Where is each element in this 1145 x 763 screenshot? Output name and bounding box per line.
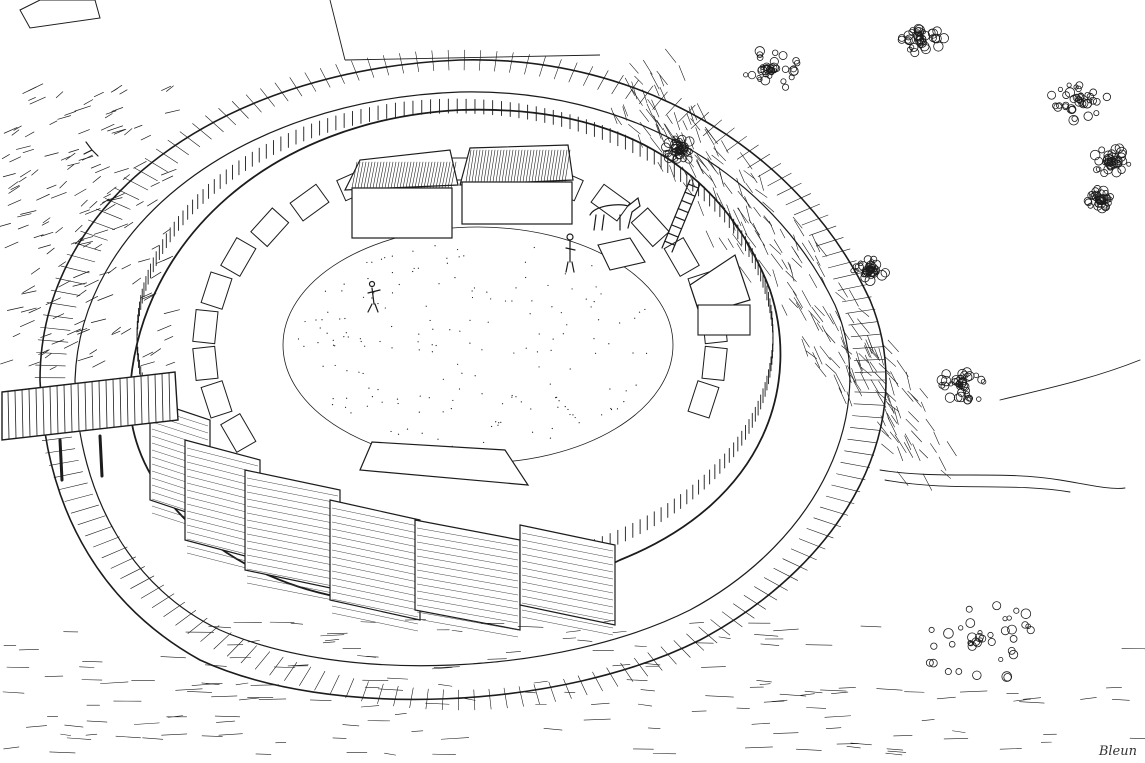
stipple-dot bbox=[391, 326, 392, 327]
stipple-dot bbox=[538, 366, 539, 367]
stipple-dot bbox=[502, 403, 503, 404]
stipple-dot bbox=[481, 349, 482, 350]
stipple-dot bbox=[610, 408, 611, 409]
stipple-dot bbox=[572, 414, 573, 415]
stipple-dot bbox=[443, 379, 444, 380]
stipple-dot bbox=[436, 345, 437, 346]
stipple-dot bbox=[505, 300, 506, 301]
stipple-dot bbox=[366, 262, 367, 263]
stipple-dot bbox=[498, 422, 499, 423]
stipple-dot bbox=[399, 284, 400, 285]
stipple-dot bbox=[596, 286, 597, 287]
stipple-dot bbox=[407, 429, 408, 430]
stipple-dot bbox=[451, 408, 452, 409]
stipple-dot bbox=[371, 262, 372, 263]
stipple-dot bbox=[414, 268, 415, 269]
stipple-dot bbox=[598, 319, 599, 320]
stipple-dot bbox=[550, 438, 551, 439]
stipple-dot bbox=[322, 366, 323, 367]
stipple-dot bbox=[372, 396, 373, 397]
rampart-panel bbox=[330, 500, 420, 620]
stipple-dot bbox=[475, 375, 476, 376]
stipple-dot bbox=[333, 398, 334, 399]
stipple-dot bbox=[397, 399, 398, 400]
stipple-dot bbox=[363, 297, 364, 298]
stipple-dot bbox=[483, 442, 484, 443]
stipple-dot bbox=[345, 407, 346, 408]
stipple-dot bbox=[422, 433, 423, 434]
stipple-dot bbox=[382, 402, 383, 403]
stipple-dot bbox=[623, 401, 624, 402]
rampart-panel bbox=[245, 470, 340, 590]
stipple-dot bbox=[463, 255, 464, 256]
stipple-dot bbox=[361, 341, 362, 342]
stipple-dot bbox=[461, 373, 462, 374]
stipple-dot bbox=[537, 351, 538, 352]
stipple-dot bbox=[609, 388, 610, 389]
stipple-dot bbox=[532, 432, 533, 433]
stipple-dot bbox=[346, 332, 347, 333]
stipple-dot bbox=[525, 277, 526, 278]
stipple-dot bbox=[570, 368, 571, 369]
stipple-dot bbox=[591, 306, 592, 307]
stipple-dot bbox=[332, 404, 333, 405]
stipple-dot bbox=[575, 417, 576, 418]
stipple-dot bbox=[419, 412, 420, 413]
stipple-dot bbox=[430, 320, 431, 321]
stipple-dot bbox=[457, 249, 458, 250]
stipple-dot bbox=[558, 400, 559, 401]
stipple-dot bbox=[321, 319, 322, 320]
stipple-dot bbox=[325, 291, 326, 292]
stipple-dot bbox=[398, 434, 399, 435]
stipple-dot bbox=[346, 370, 347, 371]
stipple-dot bbox=[481, 393, 482, 394]
stipple-dot bbox=[531, 300, 532, 301]
stipple-dot bbox=[646, 353, 647, 354]
stipple-dot bbox=[563, 333, 564, 334]
stipple-dot bbox=[418, 333, 419, 334]
stipple-dot bbox=[392, 256, 393, 257]
stipple-dot bbox=[571, 288, 572, 289]
stipple-dot bbox=[457, 364, 458, 365]
stipple-dot bbox=[412, 271, 413, 272]
stipple-dot bbox=[552, 428, 553, 429]
stipple-dot bbox=[334, 345, 335, 346]
stipple-dot bbox=[550, 350, 551, 351]
stipple-dot bbox=[472, 297, 473, 298]
stipple-dot bbox=[521, 401, 522, 402]
stipple-dot bbox=[398, 403, 399, 404]
stipple-dot bbox=[547, 285, 548, 286]
stipple-dot bbox=[469, 343, 470, 344]
stipple-dot bbox=[611, 409, 612, 410]
stipple-dot bbox=[490, 298, 491, 299]
stipple-dot bbox=[561, 312, 562, 313]
stipple-dot bbox=[551, 306, 552, 307]
stipple-dot bbox=[495, 421, 496, 422]
stipple-dot bbox=[619, 322, 620, 323]
stipple-dot bbox=[381, 259, 382, 260]
stipple-dot bbox=[367, 278, 368, 279]
stipple-dot bbox=[644, 309, 645, 310]
stipple-dot bbox=[304, 321, 305, 322]
stipple-dot bbox=[371, 297, 372, 298]
stipple-dot bbox=[390, 431, 391, 432]
stipple-dot bbox=[377, 389, 378, 390]
stipple-dot bbox=[333, 340, 334, 341]
stipple-dot bbox=[513, 352, 514, 353]
stipple-dot bbox=[303, 346, 304, 347]
stipple-dot bbox=[360, 338, 361, 339]
stipple-dot bbox=[391, 347, 392, 348]
stipple-dot bbox=[515, 396, 516, 397]
stipple-dot bbox=[601, 414, 602, 415]
stipple-dot bbox=[534, 247, 535, 248]
stipple-dot bbox=[447, 263, 448, 264]
stipple-dot bbox=[343, 336, 344, 337]
stipple-dot bbox=[333, 345, 334, 346]
stipple-dot bbox=[634, 318, 635, 319]
stipple-dot bbox=[315, 319, 316, 320]
stipple-dot bbox=[550, 383, 551, 384]
ring-house bbox=[193, 346, 218, 380]
stipple-dot bbox=[595, 353, 596, 354]
stipple-dot bbox=[341, 290, 342, 291]
stipple-dot bbox=[327, 312, 328, 313]
stipple-dot bbox=[557, 407, 558, 408]
stipple-dot bbox=[335, 365, 336, 366]
stipple-dot bbox=[368, 388, 369, 389]
stipple-dot bbox=[539, 333, 540, 334]
stipple-dot bbox=[511, 397, 512, 398]
stipple-dot bbox=[486, 292, 487, 293]
stipple-dot bbox=[556, 397, 557, 398]
stipple-dot bbox=[459, 256, 460, 257]
stipple-dot bbox=[526, 348, 527, 349]
stipple-dot bbox=[569, 414, 570, 415]
stipple-dot bbox=[443, 411, 444, 412]
stipple-dot bbox=[454, 277, 455, 278]
stipple-dot bbox=[432, 344, 433, 345]
stipple-dot bbox=[320, 327, 321, 328]
stipple-dot bbox=[358, 372, 359, 373]
stipple-dot bbox=[432, 351, 433, 352]
stipple-dot bbox=[579, 422, 580, 423]
stipple-dot bbox=[586, 298, 587, 299]
stipple-dot bbox=[344, 284, 345, 285]
stipple-dot bbox=[565, 406, 566, 407]
stipple-dot bbox=[600, 293, 601, 294]
stipple-dot bbox=[459, 331, 460, 332]
stipple-dot bbox=[515, 287, 516, 288]
ring-house bbox=[193, 310, 218, 344]
stipple-dot bbox=[497, 425, 498, 426]
stipple-dot bbox=[639, 312, 640, 313]
stipple-dot bbox=[617, 408, 618, 409]
stipple-dot bbox=[437, 439, 438, 440]
stipple-dot bbox=[567, 409, 568, 410]
stipple-dot bbox=[608, 343, 609, 344]
stipple-dot bbox=[449, 329, 450, 330]
stipple-dot bbox=[591, 265, 592, 266]
stipple-dot bbox=[432, 329, 433, 330]
stipple-dot bbox=[417, 341, 418, 342]
stipple-dot bbox=[488, 322, 489, 323]
stipple-dot bbox=[317, 342, 318, 343]
stipple-dot bbox=[565, 273, 566, 274]
stipple-dot bbox=[392, 272, 393, 273]
stipple-dot bbox=[420, 395, 421, 396]
artist-signature: Bleun bbox=[1098, 744, 1137, 759]
stipple-dot bbox=[348, 336, 349, 337]
stipple-dot bbox=[412, 251, 413, 252]
stipple-dot bbox=[373, 292, 374, 293]
stipple-dot bbox=[636, 385, 637, 386]
ring-house bbox=[702, 346, 727, 380]
stipple-dot bbox=[626, 390, 627, 391]
stipple-dot bbox=[367, 406, 368, 407]
stipple-dot bbox=[344, 318, 345, 319]
stipple-dot bbox=[530, 408, 531, 409]
stipple-dot bbox=[364, 346, 365, 347]
stipple-dot bbox=[474, 287, 475, 288]
stipple-dot bbox=[525, 262, 526, 263]
stipple-dot bbox=[438, 283, 439, 284]
stipple-dot bbox=[566, 324, 567, 325]
stipple-dot bbox=[491, 426, 492, 427]
stipple-dot bbox=[530, 313, 531, 314]
stipple-dot bbox=[500, 422, 501, 423]
stipple-dot bbox=[363, 373, 364, 374]
stipple-dot bbox=[446, 258, 447, 259]
stipple-dot bbox=[511, 300, 512, 301]
stipple-dot bbox=[392, 292, 393, 293]
stipple-dot bbox=[429, 397, 430, 398]
stipple-dot bbox=[469, 320, 470, 321]
stipple-dot bbox=[632, 352, 633, 353]
stipple-dot bbox=[385, 307, 386, 308]
stipple-dot bbox=[553, 338, 554, 339]
stipple-dot bbox=[594, 301, 595, 302]
stipple-dot bbox=[346, 398, 347, 399]
stipple-dot bbox=[339, 318, 340, 319]
stipple-dot bbox=[384, 257, 385, 258]
stipple-dot bbox=[593, 338, 594, 339]
stipple-dot bbox=[434, 245, 435, 246]
stipple-dot bbox=[472, 290, 473, 291]
stipple-dot bbox=[426, 306, 427, 307]
stipple-dot bbox=[459, 388, 460, 389]
stipple-dot bbox=[379, 341, 380, 342]
stipple-dot bbox=[298, 338, 299, 339]
stipple-dot bbox=[327, 333, 328, 334]
stipple-dot bbox=[377, 303, 378, 304]
stipple-dot bbox=[512, 395, 513, 396]
stipple-dot bbox=[350, 412, 351, 413]
stipple-dot bbox=[418, 268, 419, 269]
stipple-dot bbox=[419, 349, 420, 350]
stipple-dot bbox=[452, 400, 453, 401]
